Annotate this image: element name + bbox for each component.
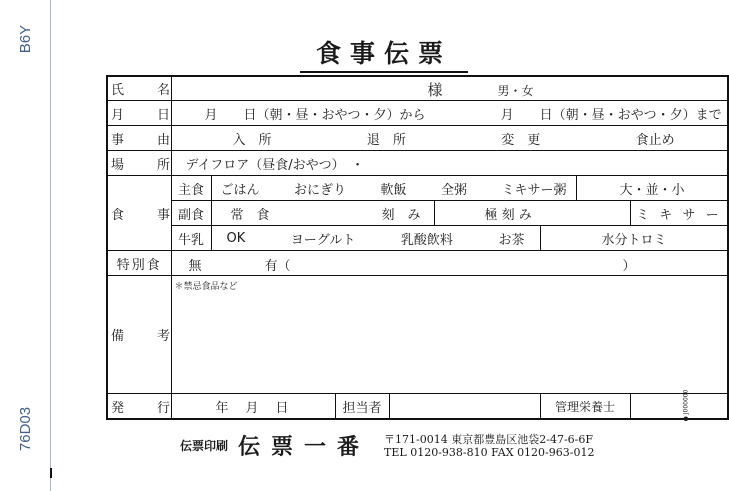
milk-ok[interactable]: OK	[226, 230, 246, 246]
printer-address: 〒171-0014 東京都豊島区池袋2-47-6-6F	[384, 432, 594, 446]
milk-options[interactable]	[211, 226, 540, 251]
stub-bottom-code: 76D03	[17, 406, 34, 452]
reason-discharge[interactable]: 退 所	[366, 132, 406, 148]
serial-number: ● J000000	[682, 389, 690, 422]
side-minced[interactable]: 刻 み	[381, 207, 421, 223]
label-issue: 発 行	[107, 394, 171, 419]
row-meal-staple	[107, 176, 728, 201]
issue-dietitian-label: 管理栄養士	[540, 394, 630, 419]
tear-off-stub	[0, 0, 51, 491]
side-extra-minced[interactable]: 極 刻 み	[434, 201, 630, 226]
printer-address-block	[384, 433, 594, 459]
remarks-note: ＊禁忌食品など	[174, 282, 238, 292]
staple-mixer-porridge[interactable]: ミキサー粥	[501, 182, 567, 198]
row-meal-milk	[107, 226, 728, 251]
row-meal-side	[107, 201, 728, 226]
label-staple: 主食	[171, 176, 211, 201]
form-title: 食事伝票	[300, 34, 468, 73]
staple-onigiri[interactable]: おにぎり	[293, 182, 346, 198]
label-name: 氏 名	[107, 76, 171, 101]
thickener-label: 水分トロミ	[540, 226, 728, 251]
label-special: 特別食	[107, 251, 171, 276]
name-field[interactable]	[171, 76, 728, 101]
side-regular[interactable]: 常 食	[230, 207, 270, 223]
gender-choice[interactable]: 男・女	[497, 83, 534, 98]
honorific-sama: 様	[427, 80, 443, 99]
reason-stop-meal[interactable]: 食止め	[635, 132, 675, 148]
staple-options[interactable]	[211, 176, 576, 201]
label-meal: 食 事	[107, 176, 171, 251]
reason-field[interactable]	[171, 126, 728, 151]
label-milk: 牛乳	[171, 226, 211, 251]
stub-top-code: B6Y	[17, 24, 34, 54]
milk-lactic-drink[interactable]: 乳酸飲料	[400, 232, 453, 248]
printer-brand-logo: 伝票一番	[238, 434, 371, 460]
label-remarks: 備 考	[107, 276, 171, 394]
special-yes[interactable]: 有（	[264, 259, 291, 275]
special-none[interactable]: 無	[188, 259, 202, 275]
date-from[interactable]: 月 日（朝・昼・おやつ・夕）から	[204, 107, 426, 123]
row-date	[107, 101, 728, 126]
stub-tick-mark	[50, 468, 52, 478]
meal-slip-table	[106, 75, 729, 420]
date-to[interactable]: 月 日（朝・昼・おやつ・夕）まで	[500, 107, 722, 123]
label-reason: 事 由	[107, 126, 171, 151]
label-place: 場 所	[107, 151, 171, 176]
row-name	[107, 76, 728, 101]
milk-yogurt[interactable]: ヨーグルト	[290, 232, 356, 248]
issue-staff-label: 担当者	[335, 394, 389, 419]
issue-staff-field[interactable]	[389, 394, 540, 419]
staple-rice[interactable]: ごはん	[220, 182, 260, 198]
row-place	[107, 151, 728, 176]
special-close: ）	[622, 259, 636, 275]
date-field[interactable]	[171, 101, 728, 126]
remarks-field[interactable]	[171, 276, 728, 394]
reason-admission[interactable]: 入 所	[232, 132, 272, 148]
row-reason	[107, 126, 728, 151]
staple-soft-rice[interactable]: 軟飯	[380, 182, 407, 198]
printer-footer	[180, 430, 594, 461]
row-remarks	[107, 276, 728, 394]
special-field[interactable]	[171, 251, 728, 276]
side-options-a[interactable]	[211, 201, 434, 226]
label-date: 月 日	[107, 101, 171, 126]
printer-tel-fax: TEL 0120-938-810 FAX 0120-963-012	[384, 445, 595, 459]
printer-brand-small: 伝票印刷	[180, 439, 229, 453]
staple-porridge[interactable]: 全粥	[440, 182, 467, 198]
label-side: 副食	[171, 201, 211, 226]
staple-size[interactable]: 大・並・小	[576, 176, 728, 201]
reason-change[interactable]: 変 更	[501, 132, 541, 148]
row-issue	[107, 394, 728, 419]
place-field[interactable]: デイフロア（昼食/おやつ） ・	[171, 151, 728, 176]
milk-tea[interactable]: お茶	[498, 232, 525, 248]
side-mixer[interactable]: ミ キ サ ー	[630, 201, 728, 226]
row-special	[107, 251, 728, 276]
issue-date[interactable]: 年 月 日	[171, 394, 335, 419]
